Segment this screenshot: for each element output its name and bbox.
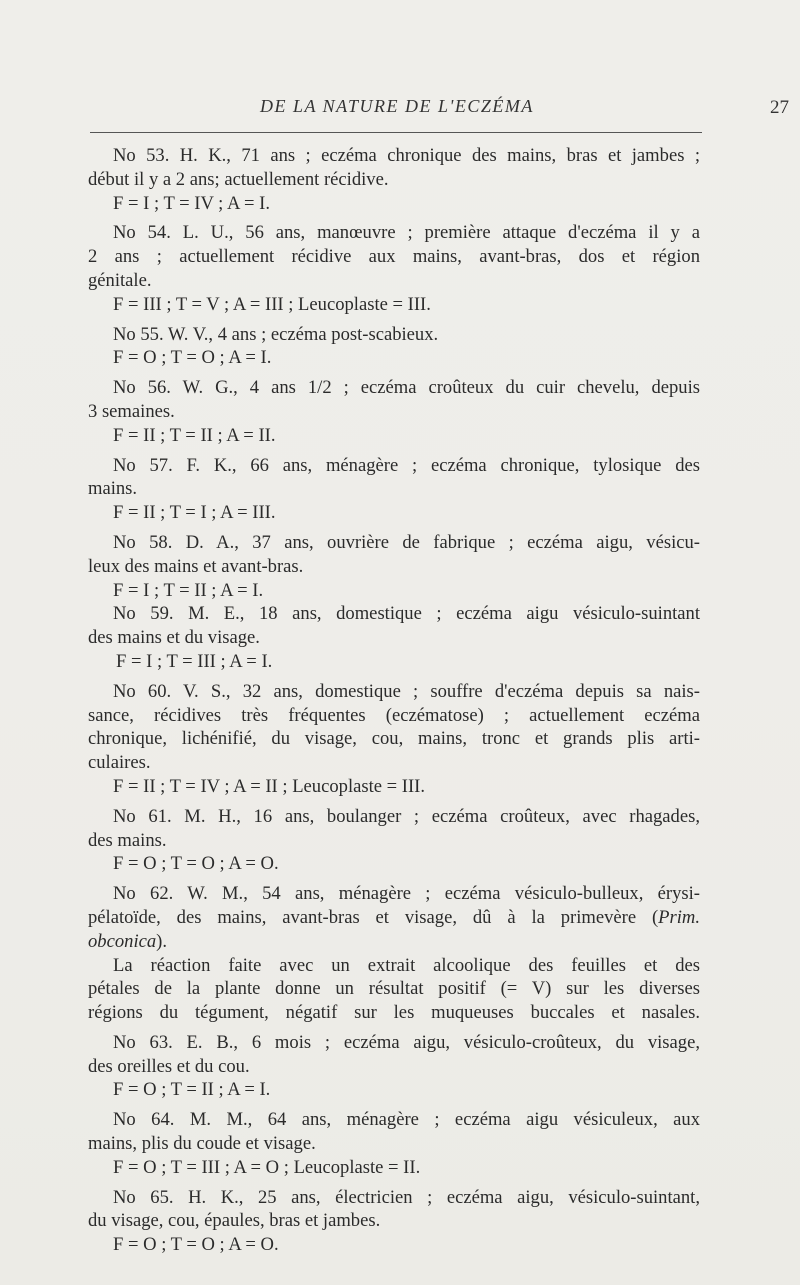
line-text: 3 semaines.	[88, 400, 175, 422]
text-line	[88, 977, 700, 1001]
text-line	[88, 245, 700, 269]
text-line	[88, 221, 700, 245]
running-title: DE LA NATURE DE L'ECZÉMA	[260, 96, 534, 116]
line-text: F = I ; T = IV ; A = I.	[113, 192, 270, 214]
line-text: génitale.	[88, 269, 152, 291]
text-line	[88, 829, 700, 853]
text-line	[88, 626, 700, 650]
line-text: No 62. W. M., 54 ans, ménagère ; eczéma vésiculo-bulleux, érysi-	[113, 883, 700, 905]
line-text: No 59. M. E., 18 ans, domestique ; eczéma aigu vésiculo-suintant	[113, 603, 700, 625]
text-line	[88, 727, 700, 751]
text-line	[88, 1209, 700, 1233]
text-line	[88, 704, 700, 728]
line-text: No 65. H. K., 25 ans, électricien ; eczéma aigu, vésiculo-suintant,	[113, 1186, 700, 1208]
line-tail: ).	[156, 930, 167, 952]
line-text: No 54. L. U., 56 ans, manœuvre ; première attaque d'eczéma il y a	[113, 222, 700, 244]
text-line	[88, 1001, 700, 1025]
text-line	[88, 906, 700, 930]
text-line	[88, 555, 700, 579]
italic-text: Prim.	[658, 906, 700, 928]
line-text: No 56. W. G., 4 ans 1/2 ; eczéma croûteux du cuir chevelu, depuis	[113, 377, 700, 399]
line-text: régions du tégument, négatif sur les muqueuses buccales et nasales.	[88, 1002, 700, 1024]
line-text: No 63. E. B., 6 mois ; eczéma aigu, vésiculo-croûteux, du visage,	[113, 1031, 700, 1053]
line-text: No 55. W. V., 4 ans ; eczéma post-scabieux.	[113, 323, 439, 345]
line-text: F = I ; T = II ; A = I.	[113, 579, 264, 601]
text-line	[88, 531, 700, 555]
text-line	[88, 650, 700, 674]
line-text: des mains.	[88, 829, 167, 851]
text-line	[88, 1233, 700, 1257]
text-line	[88, 602, 700, 626]
line-text: pélatoïde, des mains, avant-bras et visage, dû à la primevère (	[88, 906, 659, 928]
body-text	[88, 144, 700, 1257]
line-text: début il y a 2 ans; actuellement récidive.	[88, 168, 389, 190]
text-line	[88, 477, 700, 501]
text-line	[88, 680, 700, 704]
line-text: No 61. M. H., 16 ans, boulanger ; eczéma croûteux, avec rhagades,	[113, 805, 700, 827]
text-line	[88, 400, 700, 424]
text-line	[88, 192, 700, 216]
text-line	[88, 775, 700, 799]
line-text: mains, plis du coude et visage.	[88, 1133, 316, 1155]
line-text: mains.	[88, 478, 138, 500]
italic-text: obconica	[88, 930, 157, 952]
text-line	[88, 1186, 700, 1210]
line-text: F = III ; T = V ; A = III ; Leucoplaste = III.	[113, 293, 431, 315]
text-line	[88, 376, 700, 400]
text-line	[88, 1078, 700, 1102]
line-text: La réaction faite avec un extrait alcoolique des feuilles et des	[113, 954, 700, 976]
text-line	[88, 454, 700, 478]
text-line	[88, 1055, 700, 1079]
line-text: No 57. F. K., 66 ans, ménagère ; eczéma chronique, tylosique des	[113, 454, 700, 476]
line-text: des oreilles et du cou.	[88, 1055, 250, 1077]
line-text: F = O ; T = O ; A = I.	[113, 347, 272, 369]
text-line	[88, 293, 700, 317]
line-text: sance, récidives très fréquentes (eczématose) ; actuellement eczéma	[88, 704, 700, 726]
line-text: No 60. V. S., 32 ans, domestique ; souffre d'eczéma depuis sa nais-	[113, 680, 700, 702]
line-text: culaires.	[88, 752, 151, 774]
text-line	[88, 954, 700, 978]
line-text: leux des mains et avant-bras.	[88, 555, 304, 577]
text-line	[88, 579, 700, 603]
line-text: F = O ; T = III ; A = O ; Leucoplaste = II.	[113, 1156, 421, 1178]
text-line	[88, 1132, 700, 1156]
line-text: des mains et du visage.	[88, 627, 260, 649]
line-text: chronique, lichénifié, du visage, cou, mains, tronc et grands plis arti-	[88, 728, 700, 750]
line-text: pétales de la plante donne un résultat positif (= V) sur les diverses	[88, 978, 700, 1000]
text-line	[88, 1108, 700, 1132]
text-line	[88, 144, 700, 168]
text-line	[88, 805, 700, 829]
text-line	[88, 1156, 700, 1180]
page-number: 27	[770, 97, 789, 118]
text-line	[88, 346, 700, 370]
line-text: F = O ; T = II ; A = I.	[113, 1079, 271, 1101]
line-text: 2 ans ; actuellement récidive aux mains, avant-bras, dos et région	[88, 246, 700, 268]
line-text: du visage, cou, épaules, bras et jambes.	[88, 1210, 381, 1232]
line-text: F = O ; T = O ; A = O.	[113, 853, 279, 875]
text-line	[88, 882, 700, 906]
line-text: F = O ; T = O ; A = O.	[113, 1234, 279, 1256]
line-text: F = II ; T = I ; A = III.	[113, 502, 276, 524]
line-text: F = II ; T = II ; A = II.	[113, 424, 276, 446]
text-line	[88, 269, 700, 293]
text-line	[88, 1031, 700, 1055]
text-line	[88, 168, 700, 192]
page-header	[0, 96, 800, 126]
text-line	[88, 930, 700, 954]
text-line	[88, 501, 700, 525]
text-line	[88, 751, 700, 775]
text-line	[88, 323, 700, 347]
line-text: F = I ; T = III ; A = I.	[116, 650, 273, 672]
line-text: No 53. H. K., 71 ans ; eczéma chronique des mains, bras et jambes ;	[113, 145, 700, 166]
text-line	[88, 852, 700, 876]
text-line	[88, 424, 700, 448]
header-rule	[90, 132, 702, 133]
line-text: No 58. D. A., 37 ans, ouvrière de fabrique ; eczéma aigu, vésicu-	[113, 531, 700, 553]
line-text: F = II ; T = IV ; A = II ; Leucoplaste = III.	[113, 775, 426, 797]
line-text: No 64. M. M., 64 ans, ménagère ; eczéma aigu vésiculeux, aux	[113, 1109, 700, 1131]
